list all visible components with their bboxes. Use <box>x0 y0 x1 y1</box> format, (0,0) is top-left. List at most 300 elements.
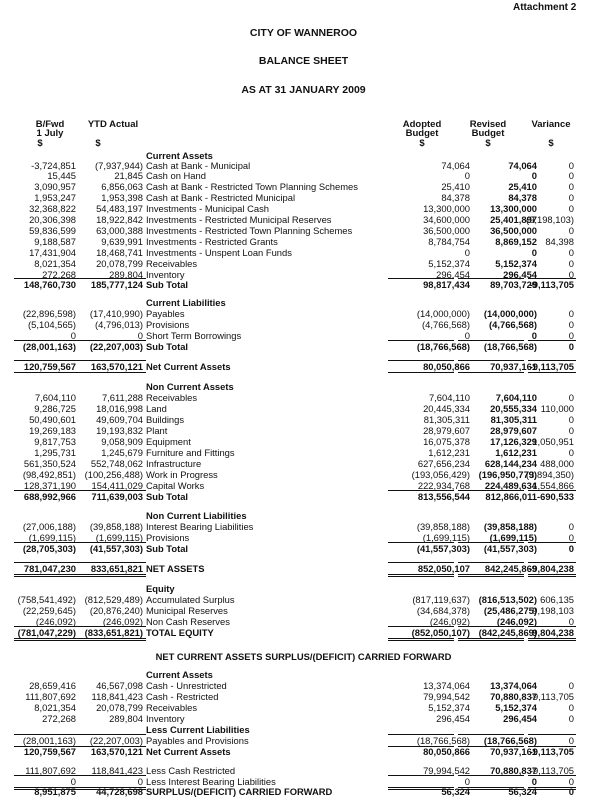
rule-line <box>388 562 454 563</box>
header-dollar-5: $ <box>548 138 554 149</box>
table-row <box>0 563 607 574</box>
org-title: CITY OF WANNEROO <box>249 27 358 39</box>
table-row <box>0 605 607 616</box>
cell-c1: 0 <box>70 776 76 787</box>
rule-line <box>78 640 146 641</box>
rule-line <box>14 372 82 373</box>
cell-c4: (25,486,275) <box>483 605 537 616</box>
rule-line <box>458 574 524 575</box>
cell-c2: 9,058,909 <box>101 436 143 447</box>
table-row <box>0 447 607 458</box>
cell-c5: 606,135 <box>540 594 574 605</box>
rule-line <box>528 626 576 627</box>
table-row <box>0 192 607 203</box>
table-row <box>0 181 607 192</box>
table-row <box>0 225 607 236</box>
cell-c1: 59,836,599 <box>29 225 76 236</box>
table-row <box>0 170 607 181</box>
rule-line <box>528 372 576 373</box>
row-label: Inventory <box>146 713 185 724</box>
rule-line <box>14 574 82 575</box>
cell-c2: 18,016,998 <box>96 403 143 414</box>
section-heading <box>0 297 607 308</box>
cell-c5: 0 <box>568 543 574 554</box>
row-label: Cash - Restricted <box>146 691 219 702</box>
header-dollar-3: $ <box>419 138 425 149</box>
cell-c4: 70,937,161 <box>490 361 537 372</box>
row-label: Net Current Assets <box>146 746 231 757</box>
cell-c2: 833,651,821 <box>90 563 143 574</box>
cell-c3: 28,979,607 <box>423 425 470 436</box>
rule-line <box>14 734 82 735</box>
cell-c3: 0 <box>464 330 470 341</box>
rule-line <box>78 278 146 279</box>
cell-c1: 1,295,731 <box>34 447 76 458</box>
section-heading <box>0 510 607 521</box>
cell-c4: (816,513,502) <box>478 594 537 605</box>
rule-line <box>458 542 524 543</box>
cell-c5: 1,554,866 <box>532 480 574 491</box>
rule-line <box>528 574 576 575</box>
report-title: BALANCE SHEET <box>258 55 349 67</box>
cell-c3: 84,378 <box>441 192 470 203</box>
cell-c2: 118,841,423 <box>91 765 143 776</box>
cell-c4: 296,454 <box>503 713 537 724</box>
rule-line <box>14 542 82 543</box>
row-label: Interest Bearing Liabilities <box>146 521 254 532</box>
table-row <box>0 469 607 480</box>
cell-c3: 852,050,107 <box>417 563 470 574</box>
cell-c4: 0 <box>531 330 537 341</box>
cell-c3: 79,994,542 <box>423 691 470 702</box>
cell-c2: (41,557,303) <box>89 543 143 554</box>
rule-line <box>458 775 524 776</box>
rule-line <box>78 638 146 639</box>
cell-c3: 13,374,064 <box>423 680 470 691</box>
cell-c3: 813,556,544 <box>417 491 470 502</box>
rule-line <box>78 372 146 373</box>
row-label: SURPLUS/(DEFICIT) CARRIED FORWARD <box>146 786 333 797</box>
cell-c4: 13,374,064 <box>490 680 537 691</box>
rule-line <box>388 775 454 776</box>
row-label: Payables and Provisions <box>146 735 249 746</box>
cell-c5: 0 <box>568 735 574 746</box>
cell-c1: 32,368,822 <box>29 203 76 214</box>
cell-c2: 1,953,398 <box>101 192 143 203</box>
cell-c3: 5,152,374 <box>428 702 470 713</box>
cell-c2: 63,000,388 <box>96 225 143 236</box>
cell-c4: (842,245,869) <box>478 627 537 638</box>
cell-c5: 0 <box>568 447 574 458</box>
row-label: Investments - Unspent Loan Funds <box>146 247 292 258</box>
row-label: Current Liabilities <box>146 297 226 308</box>
table-row <box>0 414 607 425</box>
cell-c2: (7,937,944) <box>95 160 143 171</box>
cell-c4: (18,766,568) <box>483 341 537 352</box>
cell-c1: (1,699,115) <box>28 532 76 543</box>
rule-line <box>14 640 82 641</box>
cell-c2: 18,468,741 <box>96 247 143 258</box>
cell-c1: (5,104,565) <box>28 319 76 330</box>
header-revised: Revised <box>469 119 507 130</box>
cell-c5: -9,113,705 <box>529 746 574 757</box>
header-revised-budget: Budget <box>471 128 505 139</box>
row-label: Provisions <box>146 319 190 330</box>
rule-line <box>78 775 146 776</box>
cell-c4: 56,324 <box>508 786 537 797</box>
rule-line <box>528 360 576 361</box>
rule-line <box>528 775 576 776</box>
cell-c5: -9,113,705 <box>529 691 574 702</box>
cell-c2: (22,207,003) <box>89 735 143 746</box>
cell-c1: 19,269,183 <box>29 425 76 436</box>
rule-line <box>458 734 524 735</box>
cell-c1: (28,705,303) <box>22 543 76 554</box>
table-row <box>0 458 607 469</box>
cell-c2: (20,876,240) <box>89 605 143 616</box>
cell-c1: (98,492,851) <box>22 469 76 480</box>
cell-c4: (1,699,115) <box>489 532 537 543</box>
row-label: Work in Progress <box>146 469 218 480</box>
cell-c3: 74,064 <box>441 160 470 171</box>
cell-c1: 111,807,692 <box>25 765 76 776</box>
cell-c4: (18,766,568) <box>483 735 537 746</box>
cell-c1: 781,047,230 <box>23 563 76 574</box>
rule-line <box>388 574 454 575</box>
cell-c3: 8,784,754 <box>428 236 470 247</box>
rule-line <box>528 734 576 735</box>
cell-c4: 628,144,234 <box>484 458 537 469</box>
cell-c2: 154,411,029 <box>91 480 143 491</box>
cell-c4: (41,557,303) <box>483 543 537 554</box>
cell-c2: 163,570,121 <box>90 361 143 372</box>
cell-c1: 561,350,524 <box>23 458 76 469</box>
cell-c2: 20,078,799 <box>96 702 143 713</box>
row-label: Non Current Liabilities <box>146 510 247 521</box>
row-label: Current Assets <box>146 150 213 161</box>
cell-c5: 0 <box>568 425 574 436</box>
cell-c4: 89,703,729 <box>490 279 537 290</box>
cell-c5: 0 <box>568 269 574 280</box>
cell-c5: 0 <box>568 225 574 236</box>
rule-line <box>388 734 454 735</box>
rule-line <box>388 576 454 577</box>
cell-c5: 0 <box>568 521 574 532</box>
cell-c1: (246,092) <box>35 616 76 627</box>
rule-line <box>14 775 82 776</box>
rule-line <box>528 640 576 641</box>
row-label: Investments - Restricted Town Planning Schemes <box>146 225 353 236</box>
cell-c5: 0 <box>568 160 574 171</box>
rule-line <box>78 360 146 361</box>
cell-c3: (193,056,429) <box>411 469 470 480</box>
cell-c3: 16,075,378 <box>423 436 470 447</box>
row-label: NET ASSETS <box>146 563 205 574</box>
cell-c4: (4,766,568) <box>489 319 537 330</box>
cell-c3: (14,000,000) <box>416 308 470 319</box>
report-date: AS AT 31 JANUARY 2009 <box>241 84 366 96</box>
cell-c1: 8,021,354 <box>34 702 76 713</box>
table-row <box>0 361 607 372</box>
cell-c1: 272,268 <box>42 269 76 280</box>
table-row <box>0 691 607 702</box>
cell-c4: 5,152,374 <box>495 258 537 269</box>
cell-c2: 185,777,124 <box>90 279 143 290</box>
cell-c4: 70,937,161 <box>490 746 537 757</box>
cell-c2: (246,092) <box>102 616 143 627</box>
rule-line <box>458 360 524 361</box>
cell-c5: 84,398 <box>545 236 574 247</box>
cell-c4: 25,410 <box>508 181 537 192</box>
row-label: Receivables <box>146 392 198 403</box>
table-row <box>0 746 607 757</box>
cell-c3: 0 <box>464 776 470 787</box>
cell-c2: 0 <box>137 330 143 341</box>
table-row <box>0 786 607 797</box>
cell-c4: 1,612,231 <box>495 447 537 458</box>
cell-c4: 70,880,837 <box>490 691 537 702</box>
cell-c3: (18,766,568) <box>416 341 470 352</box>
row-label: Cash on Hand <box>146 170 206 181</box>
cell-c2: 49,609,704 <box>96 414 143 425</box>
row-label: Cash at Bank - Restricted Town Planning Schemes <box>146 181 358 192</box>
cell-c5: 0 <box>568 680 574 691</box>
cell-c5: -9,804,238 <box>529 563 574 574</box>
cell-c2: 20,078,799 <box>96 258 143 269</box>
rule-line <box>388 542 454 543</box>
cell-c4: 224,489,634 <box>484 480 537 491</box>
rule-line <box>528 278 576 279</box>
header-adopted: Adopted <box>402 119 442 130</box>
cell-c5: -9,113,705 <box>529 765 574 776</box>
cell-c4: 812,866,011 <box>485 491 537 502</box>
cell-c2: (22,207,003) <box>89 341 143 352</box>
rule-line <box>388 360 454 361</box>
cell-c3: 13,300,000 <box>423 203 470 214</box>
cell-c5: -9,113,705 <box>529 279 574 290</box>
cell-c3: 0 <box>464 247 470 258</box>
row-label: Investments - Municipal Cash <box>146 203 269 214</box>
cell-c3: 296,454 <box>436 269 470 280</box>
row-label: Cash at Bank - Municipal <box>146 160 251 171</box>
cell-c3: 627,656,234 <box>417 458 470 469</box>
rule-line <box>388 640 454 641</box>
rule-line <box>14 626 82 627</box>
attachment-label: Attachment 2 <box>513 2 577 13</box>
cell-c5: 0 <box>568 786 574 797</box>
cell-c4: (246,092) <box>496 616 537 627</box>
rule-line <box>78 340 146 341</box>
cell-c2: (17,410,990) <box>89 308 143 319</box>
rule-line <box>14 638 82 639</box>
table-row <box>0 247 607 258</box>
header-bfwd-date: 1 July <box>36 128 64 139</box>
row-label: Receivables <box>146 258 198 269</box>
cell-c5: 0 <box>568 616 574 627</box>
cell-c4: 25,401,897 <box>490 214 537 225</box>
cell-c1: 9,286,725 <box>34 403 76 414</box>
cell-c4: 28,979,607 <box>490 425 537 436</box>
cell-c1: 111,807,692 <box>25 691 76 702</box>
table-row <box>0 594 607 605</box>
header-ytd: YTD Actual <box>87 119 139 130</box>
cell-c5: 9,198,103 <box>532 605 574 616</box>
cell-c5: 0 <box>568 776 574 787</box>
cell-c5: 0 <box>568 341 574 352</box>
cell-c5: (9,198,103) <box>526 214 574 225</box>
rule-line <box>14 562 82 563</box>
row-label: Sub Total <box>146 491 189 502</box>
cell-c5: 9,804,238 <box>532 627 574 638</box>
cell-c5: 0 <box>568 258 574 269</box>
rule-line <box>388 626 454 627</box>
rule-line <box>458 640 524 641</box>
row-label: Infrastructure <box>146 458 202 469</box>
header-dollar-1: $ <box>37 138 43 149</box>
cell-c4: 296,454 <box>503 269 537 280</box>
row-label: Sub Total <box>146 543 189 554</box>
cell-c2: 44,728,698 <box>96 786 143 797</box>
cell-c1: (781,047,229) <box>17 627 76 638</box>
cell-c3: 222,934,768 <box>417 480 470 491</box>
cell-c1: (22,259,645) <box>22 605 76 616</box>
rule-line <box>458 626 524 627</box>
cell-c1: 9,817,753 <box>34 436 76 447</box>
cell-c4: 842,245,869 <box>484 563 537 574</box>
cell-c4: 17,126,329 <box>490 436 537 447</box>
row-label: Cash - Unrestricted <box>146 680 227 691</box>
rule-line <box>458 490 524 491</box>
cell-c1: 28,659,416 <box>29 680 76 691</box>
cell-c4: 0 <box>531 776 537 787</box>
cell-c5: 0 <box>568 330 574 341</box>
cell-c4: 20,555,334 <box>490 403 537 414</box>
cell-c1: 3,090,957 <box>34 181 76 192</box>
cell-c3: 0 <box>464 170 470 181</box>
header-bfwd: B/Fwd <box>35 119 65 130</box>
cell-c3: 20,445,334 <box>423 403 470 414</box>
row-label: Plant <box>146 425 168 436</box>
cell-c2: (100,256,488) <box>84 469 143 480</box>
table-row <box>0 521 607 532</box>
cell-c5: 0 <box>568 532 574 543</box>
row-label: Equity <box>146 583 175 594</box>
cell-c2: 711,639,003 <box>91 491 143 502</box>
cell-c3: (852,050,107) <box>411 627 470 638</box>
cell-c1: (758,541,492) <box>17 594 76 605</box>
row-label: Less Interest Bearing Liabilities <box>146 776 276 787</box>
rule-line <box>14 576 82 577</box>
row-label: Inventory <box>146 269 185 280</box>
cell-c4: 74,064 <box>508 160 537 171</box>
rule-line <box>388 372 454 373</box>
cell-c4: 5,152,374 <box>495 702 537 713</box>
cell-c1: 148,760,730 <box>23 279 76 290</box>
cell-c3: 81,305,311 <box>423 414 470 425</box>
cell-c1: (28,001,163) <box>22 341 76 352</box>
cell-c1: 120,759,567 <box>23 746 76 757</box>
rule-line <box>14 360 82 361</box>
row-label: Short Term Borrowings <box>146 330 242 341</box>
cell-c2: 6,856,063 <box>101 181 143 192</box>
cell-c2: 54,483,197 <box>96 203 143 214</box>
row-label: Receivables <box>146 702 198 713</box>
rule-line <box>78 542 146 543</box>
header-variance: Variance <box>531 119 571 130</box>
cell-c3: 80,050,866 <box>423 746 470 757</box>
table-row <box>0 214 607 225</box>
header-dollar-4: $ <box>485 138 491 149</box>
rule-line <box>14 490 82 491</box>
rule-line <box>388 638 454 639</box>
section-heading <box>0 669 607 680</box>
cell-c2: (1,699,115) <box>95 532 143 543</box>
cell-c1: 9,188,587 <box>34 236 76 247</box>
section-title-text: NET CURRENT ASSETS SURPLUS/(DEFICIT) CARRIED FORWARD <box>155 651 452 662</box>
cell-c5: 0 <box>568 713 574 724</box>
cell-c4: 84,378 <box>508 192 537 203</box>
rule-line <box>14 278 82 279</box>
cell-c5: 0 <box>568 319 574 330</box>
cell-c4: (39,858,188) <box>483 521 537 532</box>
table-row <box>0 279 607 290</box>
row-label: Sub Total <box>146 279 189 290</box>
table-row <box>0 702 607 713</box>
cell-c2: (39,858,188) <box>89 521 143 532</box>
cell-c5: 0 <box>568 181 574 192</box>
rule-line <box>458 562 524 563</box>
cell-c3: 98,817,434 <box>423 279 470 290</box>
cell-c5: (3,894,350) <box>526 469 574 480</box>
table-row <box>0 203 607 214</box>
row-label: Cash at Bank - Restricted Municipal <box>146 192 296 203</box>
rule-line <box>78 574 146 575</box>
cell-c3: (39,858,188) <box>416 521 470 532</box>
cell-c2: 0 <box>137 776 143 787</box>
row-label: Furniture and Fittings <box>146 447 235 458</box>
table-row <box>0 341 607 352</box>
cell-c4: 7,604,110 <box>495 392 537 403</box>
cell-c3: 56,324 <box>441 786 470 797</box>
cell-c3: 36,500,000 <box>423 225 470 236</box>
cell-c3: 5,152,374 <box>428 258 470 269</box>
cell-c2: 46,567,098 <box>96 680 143 691</box>
cell-c1: 50,490,601 <box>29 414 76 425</box>
cell-c3: 7,604,110 <box>428 392 470 403</box>
cell-c4: 0 <box>531 170 537 181</box>
rule-line <box>458 278 524 279</box>
rule-line <box>458 340 524 341</box>
rule-line <box>528 562 576 563</box>
row-label: Buildings <box>146 414 185 425</box>
cell-c5: 0 <box>568 702 574 713</box>
cell-c4: 70,880,837 <box>490 765 537 776</box>
rule-line <box>528 542 576 543</box>
cell-c1: 120,759,567 <box>23 361 76 372</box>
cell-c2: (4,796,013) <box>95 319 143 330</box>
cell-c5: -9,113,705 <box>529 361 574 372</box>
cell-c2: 163,570,121 <box>90 746 143 757</box>
cell-c4: 0 <box>531 247 537 258</box>
row-label: Equipment <box>146 436 191 447</box>
cell-c5: 0 <box>568 414 574 425</box>
table-row <box>0 491 607 502</box>
cell-c2: 7,611,288 <box>101 392 143 403</box>
cell-c1: 7,604,110 <box>34 392 76 403</box>
rule-line <box>458 372 524 373</box>
row-label: Investments - Restricted Municipal Reserves <box>146 214 332 225</box>
rule-line <box>528 490 576 491</box>
